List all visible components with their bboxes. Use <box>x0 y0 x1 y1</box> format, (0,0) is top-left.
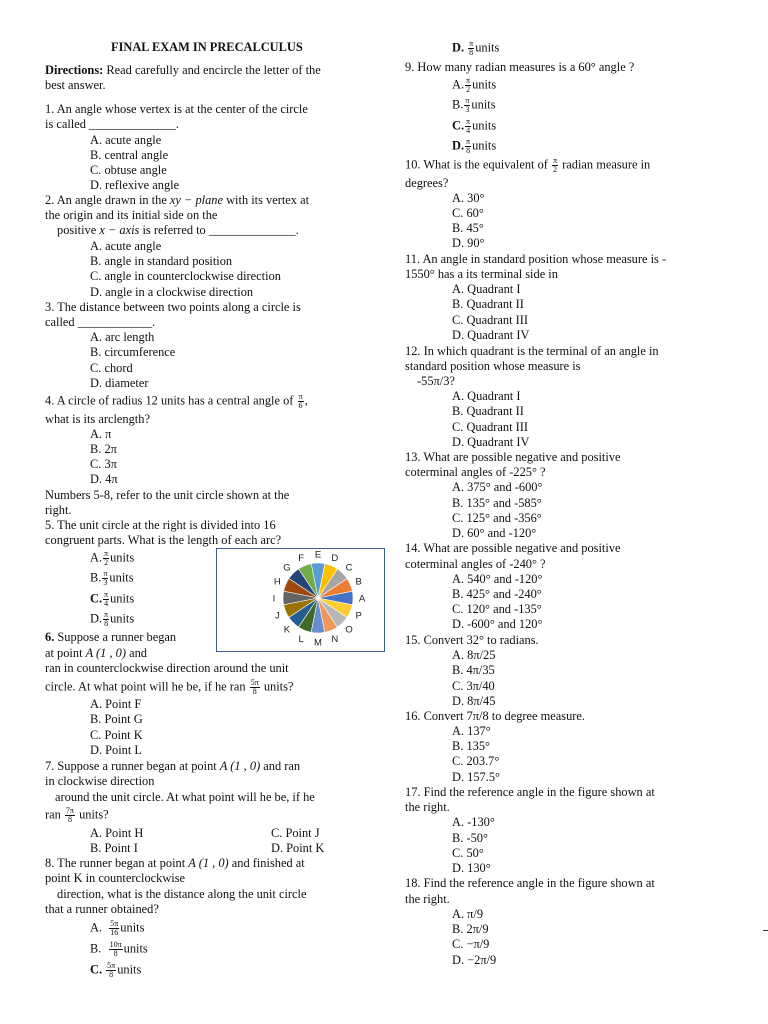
q8-option-d[interactable]: D. $\frac{\pi}{8}$ units <box>452 39 500 57</box>
q14-line-2: coterminal angles of -240° ? <box>405 557 546 571</box>
q15-option-b[interactable]: B. 4π/35 <box>452 663 495 677</box>
q4-option-c[interactable]: C. 3π <box>90 457 117 471</box>
q2-line-3 <box>57 223 299 238</box>
q8-line-1: 8. The runner began at point A (1 , 0) and finished at <box>45 856 305 870</box>
numbers-note-line-1: Numbers 5-8, refer to the unit circle shown at the <box>45 488 290 502</box>
pie-label-n: N <box>331 634 339 646</box>
q2-math: xy − plane <box>169 193 224 207</box>
q15-option-c[interactable]: C. 3π/40 <box>452 679 495 693</box>
q13-option-d[interactable]: D. 60° and -120° <box>452 526 537 540</box>
q17-option-b[interactable]: B. -50° <box>452 831 488 845</box>
q15-option-d[interactable]: D. 8π/45 <box>452 694 496 708</box>
pie-label-e: E <box>314 549 322 561</box>
q9-line-1: 9. How many radian measures is a 60° angle ? <box>405 60 635 74</box>
q11-option-c[interactable]: C. Quadrant III <box>452 313 529 327</box>
unit-circle-pie <box>217 549 384 651</box>
q7-option-c[interactable]: C. Point J <box>271 826 320 840</box>
directions-line-2: best answer. <box>45 78 106 92</box>
q10-line-1: 10. What is the equivalent of $\frac{\pi}{2}$ radian measure in <box>405 156 651 174</box>
q9-option-a[interactable]: A. $\frac{\pi}{2}$ units <box>452 76 497 94</box>
q1-option-c[interactable]: C. obtuse angle <box>90 163 167 177</box>
q6-option-c[interactable]: C. Point K <box>90 728 143 742</box>
q6-l1: Suppose a runner began <box>57 630 177 644</box>
q2-option-a[interactable]: A. acute angle <box>90 239 162 253</box>
q11-line-1: 11. An angle in standard position whose measure is - <box>405 252 667 266</box>
q13-option-b[interactable]: B. 135° and -585° <box>452 496 542 510</box>
q1-line-2: is called ______________. <box>45 117 179 131</box>
page-edge-mark <box>763 930 768 931</box>
q16-option-a[interactable]: A. 137° <box>452 724 491 738</box>
q10-option-d[interactable]: D. 90° <box>452 236 485 250</box>
q17-option-c[interactable]: C. 50° <box>452 846 484 860</box>
q7-line-1: 7. Suppose a runner began at point A (1 , 0) and ran <box>45 759 301 773</box>
pie-label-f: F <box>298 552 305 564</box>
q8-line-3: direction, what is the distance along the unit circle <box>57 887 307 901</box>
pie-label-d: D <box>331 552 339 564</box>
q3-option-c[interactable]: C. chord <box>90 361 133 375</box>
q6-line-2: at point A (1 , 0) and <box>45 646 147 660</box>
q1-option-b[interactable]: B. central angle <box>90 148 169 162</box>
q7-line-4: ran $\frac{7\pi}{8}$ units? <box>45 806 109 824</box>
q17-option-a[interactable]: A. -130° <box>452 815 495 829</box>
q3-line-1: 3. The distance between two points along a circle is <box>45 300 301 314</box>
q12-line-3: -55π/3? <box>417 374 455 388</box>
q11-option-b[interactable]: B. Quadrant II <box>452 297 524 311</box>
directions-text: Read carefully and encircle the letter of the <box>106 63 321 77</box>
q16-option-d[interactable]: D. 157.5° <box>452 770 500 784</box>
q3-option-d[interactable]: D. diameter <box>90 376 149 390</box>
q5-option-a[interactable]: A. $\frac{\pi}{2}$ units <box>90 549 135 567</box>
q6-option-d[interactable]: D. Point L <box>90 743 142 757</box>
q1-line-1: 1. An angle whose vertex is at the center of the circle <box>45 102 308 116</box>
q12-option-a[interactable]: A. Quadrant I <box>452 389 521 403</box>
q8-line-4: that a runner obtained? <box>45 902 159 916</box>
pie-label-l: L <box>298 634 304 646</box>
q18-option-d[interactable]: D. −2π/9 <box>452 953 497 967</box>
q11-line-2: 1550° has a its terminal side in <box>405 267 558 281</box>
q1-option-a[interactable]: A. acute angle <box>90 133 162 147</box>
q4-fraction: $\frac{\pi}{6}$ <box>298 392 303 410</box>
q12-option-b[interactable]: B. Quadrant II <box>452 404 524 418</box>
q2-option-b[interactable]: B. angle in standard position <box>90 254 233 268</box>
q18-line-2: the right. <box>405 892 450 906</box>
q5-option-b[interactable]: B. $\frac{\pi}{3}$ units <box>90 569 134 587</box>
q10-option-c[interactable]: C. 60° <box>452 206 484 220</box>
pie-label-g: G <box>283 562 291 574</box>
q4-line-2: what is its arclength? <box>45 412 150 426</box>
q1-option-d[interactable]: D. reflexive angle <box>90 178 180 192</box>
q8-option-a[interactable]: A. $\frac{5\pi}{16}$ units <box>90 919 145 937</box>
q2-l3-math: x − axis <box>99 223 140 237</box>
q6-option-b[interactable]: B. Point G <box>90 712 143 726</box>
directions-label: Directions: <box>45 63 104 77</box>
numbers-note-line-2: right. <box>45 503 72 517</box>
q5-option-d[interactable]: D. $\frac{\pi}{8}$ units <box>90 610 135 628</box>
q9-option-b[interactable]: B. $\frac{\pi}{3}$ units <box>452 96 496 114</box>
q13-line-1: 13. What are possible negative and positive <box>405 450 621 464</box>
q11-option-a[interactable]: A. Quadrant I <box>452 282 521 296</box>
q6-option-a[interactable]: A. Point F <box>90 697 142 711</box>
q6-line-4: circle. At what point will he be, if he ran $\frac{5\pi}{8}$ units? <box>45 678 294 696</box>
pie-label-k: K <box>283 624 291 636</box>
pie-label-j: J <box>274 610 280 622</box>
q5-line-2: congruent parts. What is the length of each arc? <box>45 533 282 547</box>
q13-line-2: coterminal angles of -225° ? <box>405 465 546 479</box>
q13-option-c[interactable]: C. 125° and -356° <box>452 511 542 525</box>
q10-option-a[interactable]: A. 30° <box>452 191 485 205</box>
q6-line-1 <box>45 630 176 645</box>
q2-line-1 <box>45 193 309 208</box>
q4-text-pre: 4. A circle of radius 12 units has a central angle of <box>45 393 297 408</box>
q6-line-3: ran in counterclockwise direction around the unit <box>45 661 289 675</box>
q12-option-d[interactable]: D. Quadrant IV <box>452 435 530 449</box>
q7-line-3: around the unit circle. At what point will he be, if he <box>55 790 315 804</box>
q4-option-b[interactable]: B. 2π <box>90 442 117 456</box>
q18-option-b[interactable]: B. 2π/9 <box>452 922 489 936</box>
pie-label-h: H <box>273 576 281 588</box>
pie-slices <box>283 563 353 633</box>
q11-option-d[interactable]: D. Quadrant IV <box>452 328 530 342</box>
pie-label-i: I <box>272 593 276 605</box>
q14-option-d[interactable]: D. -600° and 120° <box>452 617 543 631</box>
unit-circle-figure <box>216 548 385 652</box>
q16-option-b[interactable]: B. 135° <box>452 739 491 753</box>
q4-text-post: , <box>304 393 308 408</box>
q4-option-a[interactable]: A. π <box>90 427 112 441</box>
q6-number: 6. <box>45 630 55 644</box>
q18-option-a[interactable]: A. π/9 <box>452 907 484 921</box>
q8-option-c[interactable]: C. $\frac{5\pi}{8}$ units <box>90 961 142 979</box>
q3-line-2: called ____________. <box>45 315 156 329</box>
pie-label-a: A <box>358 593 366 605</box>
q2-option-d[interactable]: D. angle in a clockwise direction <box>90 285 254 299</box>
q3-option-b[interactable]: B. circumference <box>90 345 176 359</box>
q15-option-a[interactable]: A. 8π/25 <box>452 648 496 662</box>
q12-option-c[interactable]: C. Quadrant III <box>452 420 529 434</box>
q2-l3-pre: positive <box>57 223 100 237</box>
pie-label-m: M <box>314 637 322 649</box>
q2-line-2: the origin and its initial side on the <box>45 208 218 222</box>
q14-line-1: 14. What are possible negative and positive <box>405 541 621 555</box>
q7-option-d[interactable]: D. Point K <box>271 841 325 855</box>
pie-label-p: P <box>355 610 362 622</box>
q7-option-a[interactable]: A. Point H <box>90 826 144 840</box>
pie-label-o: O <box>345 624 353 636</box>
q13-option-a[interactable]: A. 375° and -600° <box>452 480 543 494</box>
q7-line-2: in clockwise direction <box>45 774 155 788</box>
q18-line-1: 18. Find the reference angle in the figure shown at <box>405 876 655 890</box>
q12-line-2: standard position whose measure is <box>405 359 581 373</box>
q16-line-1: 16. Convert 7π/8 to degree measure. <box>405 709 586 723</box>
q9-option-c[interactable]: C. $\frac{\pi}{4}$ units <box>452 117 497 135</box>
q16-option-c[interactable]: C. 203.7° <box>452 754 500 768</box>
q18-option-c[interactable]: C. −π/9 <box>452 937 490 951</box>
q14-option-a[interactable]: A. 540° and -120° <box>452 572 543 586</box>
q17-line-2: the right. <box>405 800 450 814</box>
q2-l3-post: is referred to ______________. <box>139 223 299 237</box>
exam-title: FINAL EXAM IN PRECALCULUS <box>111 40 303 54</box>
q2-text-post: with its vertex at <box>223 193 310 207</box>
q14-option-b[interactable]: B. 425° and -240° <box>452 587 542 601</box>
q17-option-d[interactable]: D. 130° <box>452 861 491 875</box>
q5-line-1: 5. The unit circle at the right is divided into 16 <box>45 518 276 532</box>
q14-option-c[interactable]: C. 120° and -135° <box>452 602 542 616</box>
q12-line-1: 12. In which quadrant is the terminal of an angle in <box>405 344 659 358</box>
q8-line-2: point K in counterclockwise <box>45 871 186 885</box>
q10-option-b[interactable]: B. 45° <box>452 221 484 235</box>
q2-option-c[interactable]: C. angle in counterclockwise direction <box>90 269 281 283</box>
pie-label-b: B <box>355 576 362 588</box>
q4-option-d[interactable]: D. 4π <box>90 472 118 486</box>
q9-option-d[interactable]: D. $\frac{\pi}{8}$ units <box>452 137 497 155</box>
q17-line-1: 17. Find the reference angle in the figure shown at <box>405 785 655 799</box>
directions-line-1 <box>45 63 321 78</box>
q5-option-c[interactable]: C. $\frac{\pi}{4}$ units <box>90 590 135 608</box>
q2-text-pre: 2. An angle drawn in the <box>45 193 170 207</box>
q15-line-1: 15. Convert 32° to radians. <box>405 633 539 647</box>
q8-option-b[interactable]: B. $\frac{10\pi}{8}$ units <box>90 940 148 958</box>
q4-line-1 <box>45 393 308 410</box>
pie-label-c: C <box>345 562 353 574</box>
q7-option-b[interactable]: B. Point I <box>90 841 138 855</box>
q3-option-a[interactable]: A. arc length <box>90 330 155 344</box>
q10-line-2: degrees? <box>405 176 449 190</box>
